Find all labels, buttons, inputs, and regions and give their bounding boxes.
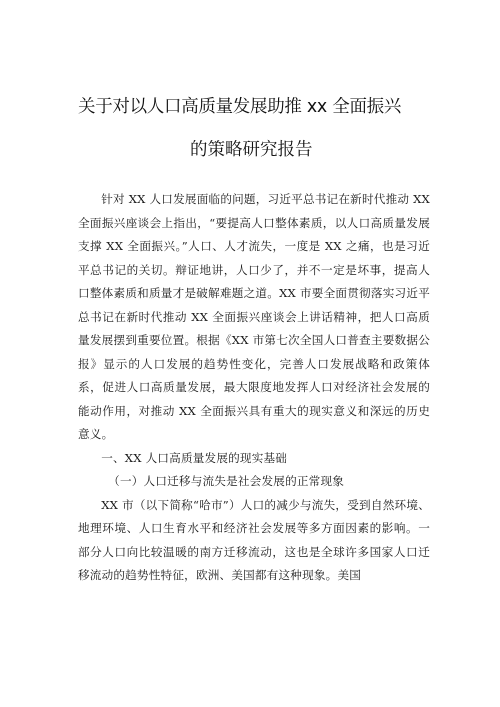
subsection-heading-1: （一）人口迁移与流失是社会发展的正常现象	[108, 474, 345, 488]
body-paragraph-2: XX 市（以下简称“哈市”）人口的减少与流失，受到自然环境、地理环境、人口生育水平和经济社会发展等多方面因素的影响。一部分人口向比较温暖的南方迁移流动，这也是全球许多国家人口迁移流动的趋势性特征，欧洲、美国都有这种现象。美国	[78, 497, 430, 582]
section-heading-1: 一、XX 人口高质量发展的现实基础	[101, 450, 288, 465]
document-title-line-1: 关于对以人口高质量发展助推 xx 全面振兴	[78, 97, 402, 117]
document-body	[78, 188, 430, 588]
document-title-line-2: 的策略研究报告	[190, 140, 313, 160]
intro-paragraph: 针对 XX 人口发展面临的问题，习近平总书记在新时代推动 XX 全面振兴座谈会上指出，“要提高人口整体素质，以人口高质量发展支撑 XX 全面振兴。”人口、人才流失，一度是 XX 之痛，也是习近平总书记的关切。辩证地讲，人口少了，并不一定是坏事，提高人口整体素质和质量才是破解难题之道。XX 市要全面贯彻落实习近平总书记在新时代推动 XX 全面振兴座谈会上讲话精神，把人口高质量发展摆到重要位置。根据《XX 市第七次全国人口普查主要数据公报》显示的人口发展的趋势性变化，完善人口发展战略和政策体系，促进人口高质量发展，最大限度地发挥人口对经济社会发展的能动作用，对推动 XX 全面振兴具有重大的现实意义和深远的历史意义。	[78, 192, 430, 441]
